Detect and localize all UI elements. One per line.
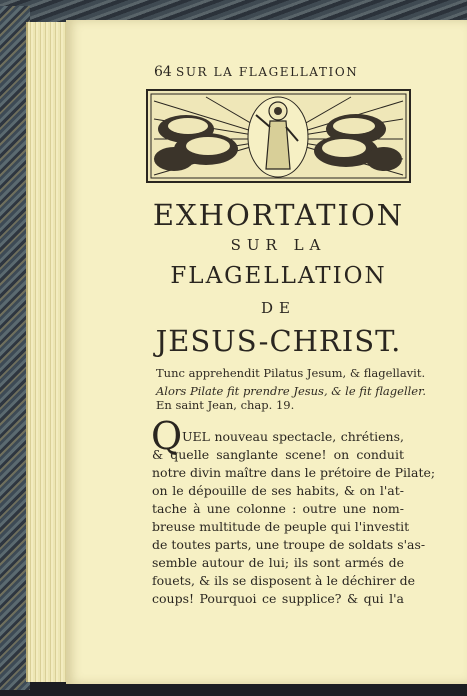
body-line: de toutes parts, une troupe de soldats s'as- [152,537,426,552]
body-line: fouets, & ils se disposent à le déchirer de [152,573,416,588]
body-line: semble autour de lui; ils sont armés de [152,555,404,570]
epigraph-latin: Tunc apprehendit Pilatus Jesum, & flagellavit. [156,366,426,380]
woodcut-ornament [146,89,411,183]
body-line: on le dépouille de ses habits, & on l'at- [152,483,404,498]
body-line-first: UEL nouveau spectacle, chrétiens, [182,429,404,444]
body-line: coups! Pourquoi ce supplice? & qui l'a [152,591,404,606]
title-line-1: EXHORTATION [152,198,405,232]
running-head [154,64,404,84]
body-line: breuse multitude de peuple qui l'investit [152,519,410,534]
body-line: & quelle sanglante scene! on conduit [152,447,404,462]
epigraph-french: Alors Pilate fit prendre Jesus, & le fit flageller. [156,384,426,398]
title-line-4: DE [261,299,296,317]
title-line-2: SUR LA [230,236,327,254]
page-number: 64 [154,64,172,80]
drop-cap: Q [151,414,183,458]
epigraph-source: En saint Jean, chap. 19. [156,398,295,412]
running-title: SUR LA FLAGELLATION [176,65,359,79]
body-line: notre divin maître dans le prétoire de Pilate; [152,465,436,480]
body-line: tache à une colonne : outre une nom- [152,501,404,516]
title-line-3: FLAGELLATION [170,263,387,289]
title-line-5: JESUS-CHRIST. [155,324,402,358]
